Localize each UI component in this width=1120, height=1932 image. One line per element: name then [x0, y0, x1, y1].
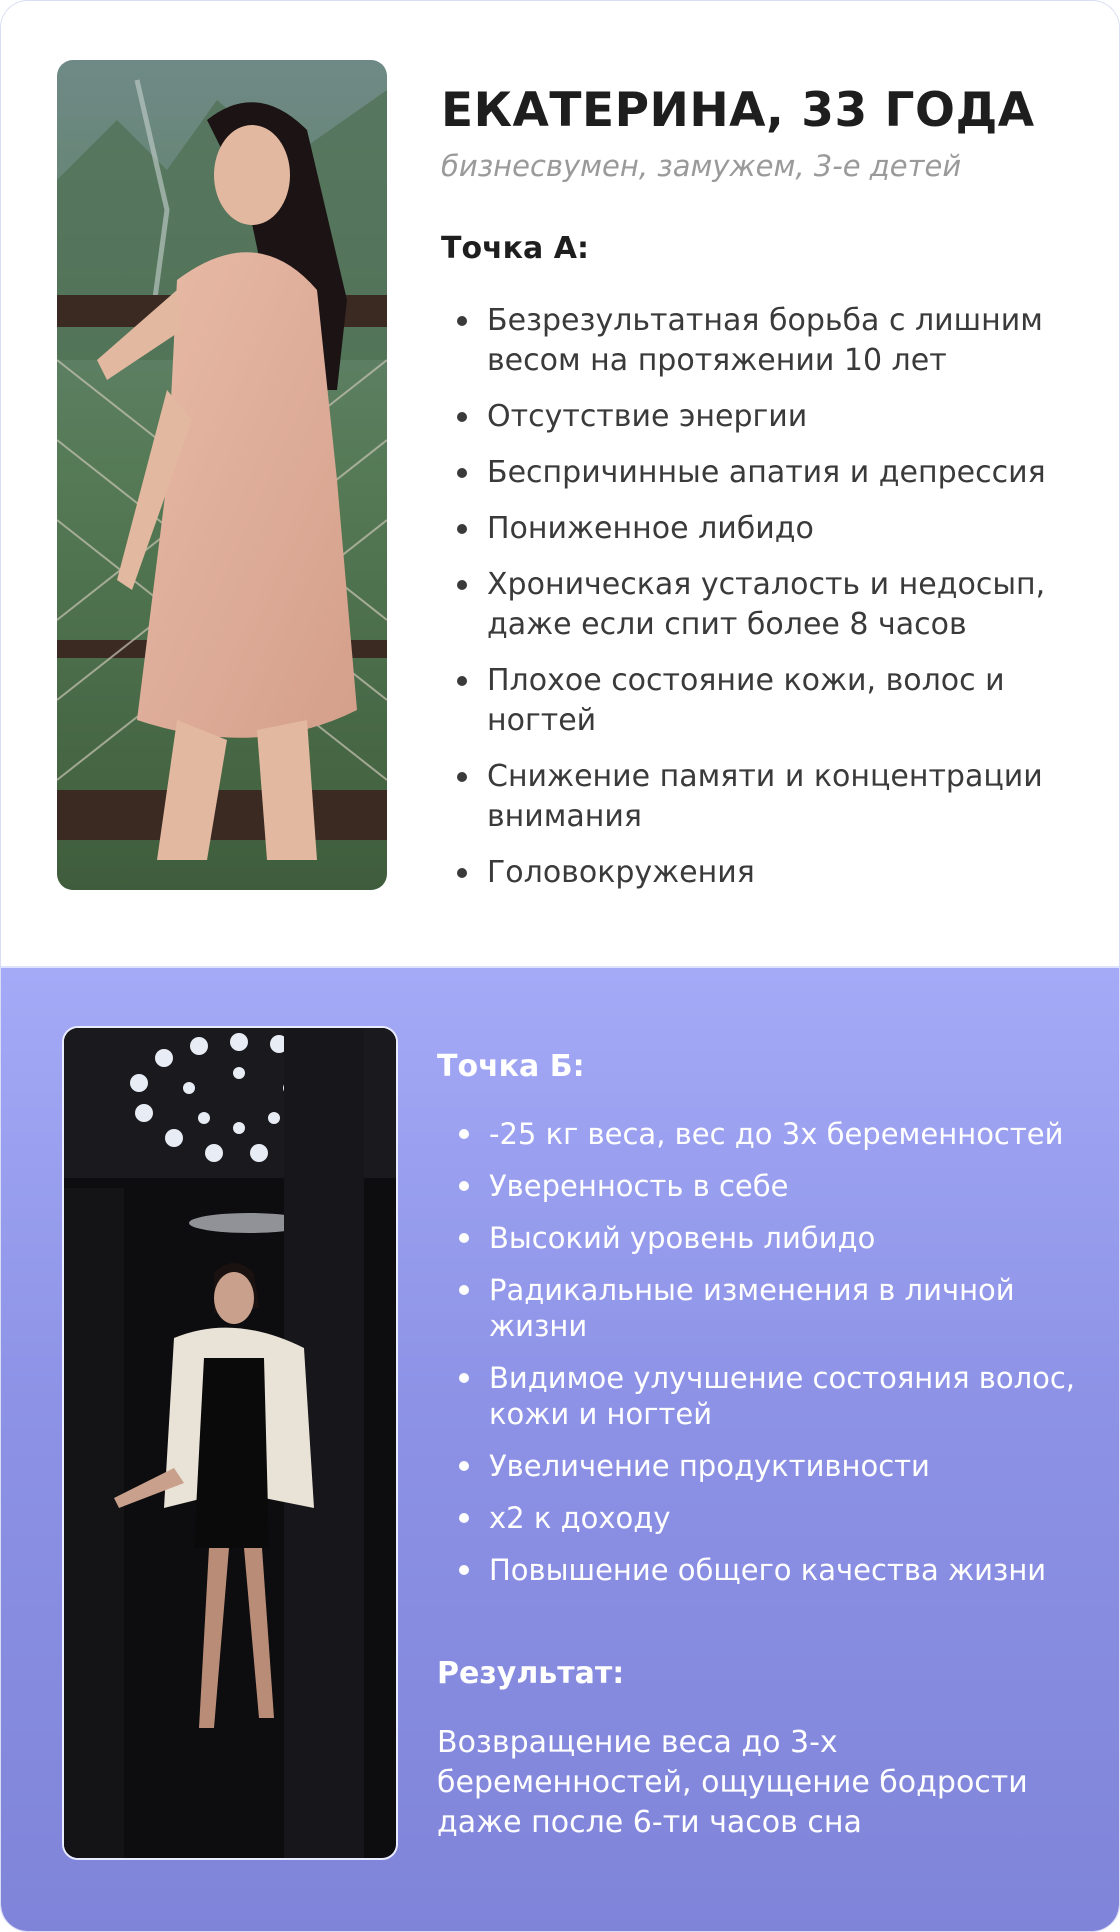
list-item: Видимое улучшение состояния волос, кожи и ногтей — [449, 1360, 1089, 1432]
point-a-section — [1, 1, 1119, 966]
list-item: -25 кг веса, вес до 3х беременностей — [449, 1116, 1089, 1152]
list-item: Уверенность в себе — [449, 1168, 1089, 1204]
result-heading: Результат: — [437, 1656, 625, 1691]
after-photo — [62, 1026, 398, 1860]
list-item: Высокий уровень либидо — [449, 1220, 1089, 1256]
point-b-list — [449, 1116, 1089, 1604]
client-description: бизнесвумен, замужем, 3-е детей — [441, 149, 962, 183]
list-item: Отсутствие энергии — [447, 397, 1087, 437]
list-item: Беспричинные апатия и депрессия — [447, 453, 1087, 493]
list-item: Плохое состояние кожи, волос и ногтей — [447, 661, 1087, 741]
list-item: Повышение общего качества жизни — [449, 1552, 1089, 1588]
client-name: ЕКАТЕРИНА, 33 ГОДА — [441, 83, 1035, 138]
point-a-heading: Точка А: — [441, 231, 589, 266]
list-item: Пониженное либидо — [447, 509, 1087, 549]
list-item: Головокружения — [447, 853, 1087, 893]
list-item: Снижение памяти и концентрации внимания — [447, 757, 1087, 837]
list-item: Безрезультатная борьба с лишним весом на протяжении 10 лет — [447, 301, 1087, 381]
before-photo — [57, 60, 387, 890]
list-item: Радикальные изменения в личной жизни — [449, 1272, 1089, 1344]
point-b-heading: Точка Б: — [437, 1049, 585, 1084]
point-a-list — [447, 301, 1087, 909]
list-item: Хроническая усталость и недосып, даже если спит более 8 часов — [447, 565, 1087, 645]
list-item: Увеличение продуктивности — [449, 1448, 1089, 1484]
list-item: x2 к доходу — [449, 1500, 1089, 1536]
result-text: Возвращение веса до 3-х беременностей, ощущение бодрости даже после 6-ти часов сна — [437, 1725, 1028, 1840]
